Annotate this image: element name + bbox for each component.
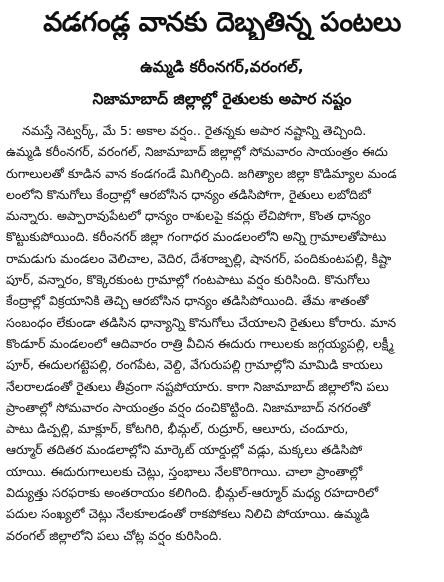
body-line: పదుల సంఖ్యలో చెట్లు నేలకూలడంతో రాకపోకలు నిలిచి పోయాయి. ఉమ్మడి	[6, 506, 370, 522]
body-line: కొండూర్ మండలంలో ఆదివారం రాత్రి వీచిన ఈదురు గాలులకు జగ్గయ్యపల్లి, లక్ష్మీ	[6, 335, 394, 351]
body-line: ఉమ్మడి కరీంనగర్, వరంగల్, నిజామాబాద్ జిల్లాల్లో సోమవారం సాయంత్రం ఈదు	[6, 144, 388, 160]
body-line: పూర్, ఈదులగట్టెపల్లి, రంగపేట, వెల్ది, వేగురుపల్లి గ్రామాల్లోని మామిడి కాయలు	[6, 357, 383, 373]
body-line: వరంగల్ జిల్లాలోని పలు చోట్ల వర్షం కురిసింది.	[6, 527, 222, 543]
body-line: పాటు డిచ్పల్లి, మాక్లూర్, కోటగిరి, భీమ్గల్, రుద్రూర్, ఆలూరు, చందూరు,	[6, 421, 349, 437]
subheadline-line-1: ఉమ్మడి కరీంనగర్,వరంగల్,	[140, 58, 304, 76]
body-line: ఆర్మూర్ తదితర మండలాల్లోని మార్కెట్ యార్డుల్లో వడ్లు, మక్కలు తడిసిపో	[6, 442, 363, 458]
body-line: కొట్టుకుపోయింది. కరీంనగర్ జిల్లా గంగాధర మండలంలోని అన్ని గ్రామాలతోపాటు	[6, 229, 387, 245]
body-line: రామడుగు మండలం వెలిచాల, వెదిర, దేశరాజ్పల్లి, షానగర్, పందికుంటపల్లి, కిష్టా	[6, 250, 392, 266]
subheadline-line-2: నిజామాబాద్ జిల్లాల్లో రైతులకు అపార నష్టం	[92, 90, 352, 108]
body-line: సంబంధం లేకుండా తడిసిన ధాన్యాన్ని కొనుగోలు చేయాలని రైతులు కోరారు. మాన	[6, 314, 397, 330]
body-line: ప్రాంతాల్లో సోమవారం సాయంత్రం వర్షం దంచికొట్టింది. నిజామాబాద్ నగరంతో	[6, 399, 371, 415]
body-line: యాయి. ఈదురుగాలులకు చెట్లు, స్తంభాలు నేలకొరిగాయి. చాలా ప్రాంతాల్లో	[6, 463, 363, 479]
body-line: నమస్తే నెట్వర్క్, మే 5: అకాల వర్షం.. రైతన్నకు అపార నష్టాన్ని తెచ్చింది.	[22, 123, 367, 138]
body-line: కేంద్రాల్లో విక్రయానికి తెచ్చి ఆరబోసిన ధాన్యం తడిసిపోయింది. తేమ శాతంతో	[6, 293, 369, 309]
body-line: విద్యుత్తు సరఫరాకు అంతరాయం కలిగింది. భీమ్గల్-ఆర్మూర్ మధ్య రహదారిలో	[6, 485, 379, 501]
body-line: మన్నారు. అప్పారావుపేటలో ధాన్యం రాశులపై కవర్లు లేచిపోగా, కొంత ధాన్యం	[6, 208, 371, 224]
body-line: నేలరాలడంతో రైతులు తీవ్రంగా నష్టపోయారు. కాగా నిజామాబాద్ జిల్లాలోని పలు	[6, 378, 389, 394]
body-line: లంలోని కొనుగోలు కేంద్రాల్లో ఆరబోసిన ధాన్యం తడిసిపోగా, రైతులు లబోదిబో	[6, 186, 371, 202]
article-body	[6, 120, 438, 546]
body-line: పూర్, వన్నారం, కొక్కెరకుంట గ్రామాల్లో గంటపాటు వర్షం కురిసింది. కొనుగోలు	[6, 272, 370, 288]
body-line: రుగాలులతో కూడిన వాన కండగండే మిగిల్చింది. జగిత్యాల జిల్లా కొడిమ్యాల మండ	[6, 165, 397, 181]
headline: వడగండ్ల వానకు దెబ్బతిన్న పంటలు	[43, 7, 401, 38]
